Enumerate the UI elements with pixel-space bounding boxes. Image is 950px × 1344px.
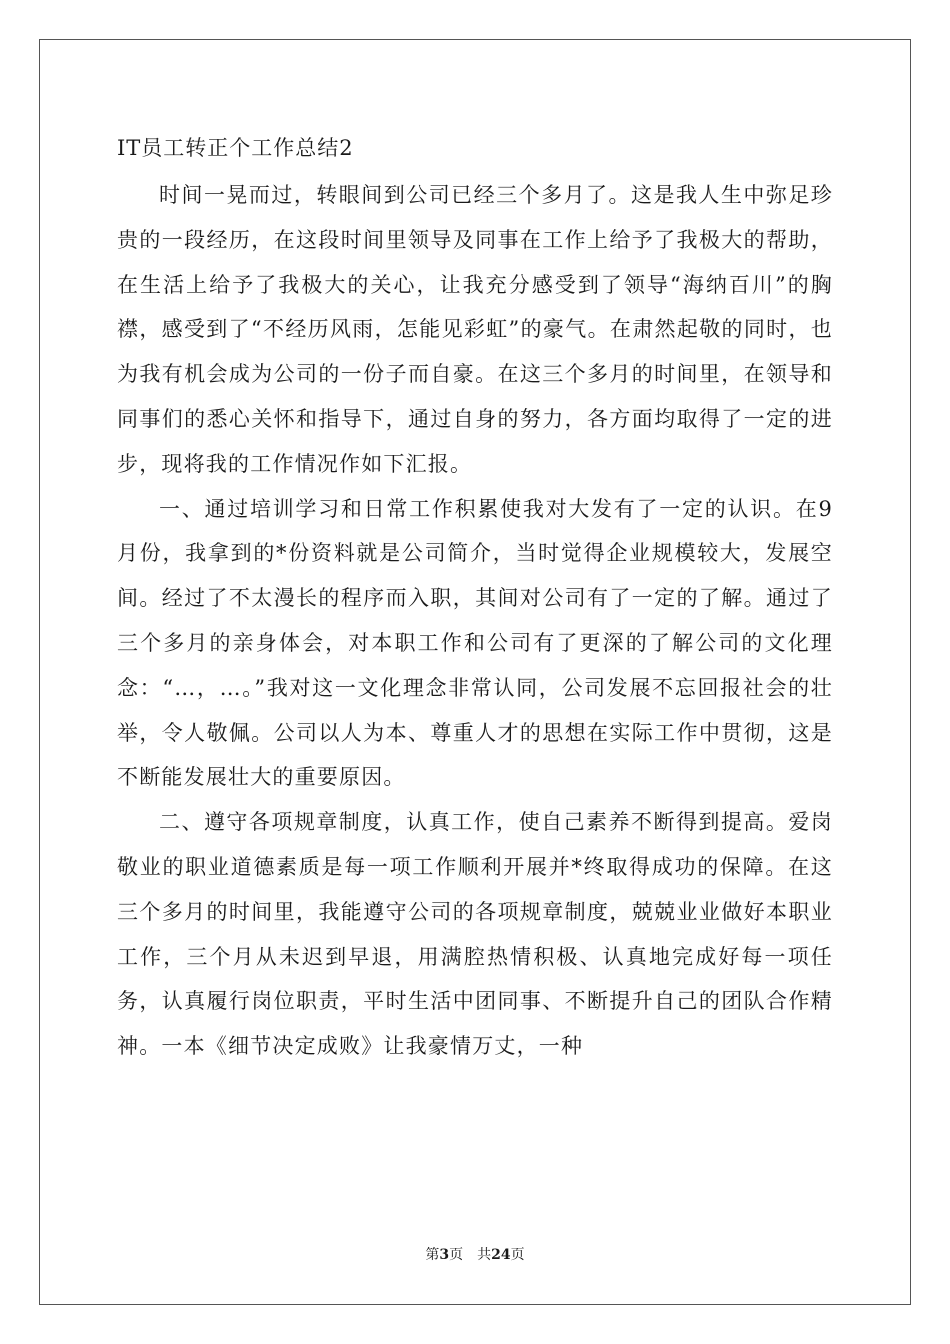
total-prefix: 共 (477, 1247, 492, 1263)
total-suffix: 页 (510, 1247, 525, 1263)
paragraph-2: 一、通过培训学习和日常工作积累使我对大发有了一定的认识。在9月份，我拿到的*份资料就是公司简介，当时觉得企业规模较大，发展空间。经过了不太漫长的程序而入职，其间对公司有了一定的了解。通过了三个多月的亲身体会，对本职工作和公司有了更深的了解公司的文化理念：“…，…。”我对这一文化理念非常认同，公司发展不忘回报社会的壮举，令人敬佩。公司以人为本、尊重人才的思想在实际工作中贯彻，这是不断能发展壮大的重要原因。 (117, 496, 833, 790)
paragraph-3: 二、遵守各项规章制度，认真工作，使自己素养不断得到提高。爱岗敬业的职业道德素质是每一项工作顺利开展并*终取得成功的保障。在这三个多月的时间里，我能遵守公司的各项规章制度，兢兢业业做好本职业工作，三个月从未迟到早退，用满腔热情积极、认真地完成好每一项任务，认真履行岗位职责，平时生活中团同事、不断提升自己的团队合作精神。一本《细节决定成败》让我豪情万丈，一种 (117, 810, 833, 1059)
document-body (117, 128, 833, 1069)
page-prefix: 第 (425, 1247, 440, 1263)
paragraph-1: 时间一晃而过，转眼间到公司已经三个多月了。这是我人生中弥足珍贵的一段经历，在这段时间里领导及同事在工作上给予了我极大的帮助，在生活上给予了我极大的关心，让我充分感受到了领导“海纳百川”的胸襟，感受到了“不经历风雨，怎能见彩虹”的豪气。在肃然起敬的同时，也为我有机会成为公司的一份子而自豪。在这三个多月的时间里，在领导和同事们的悉心关怀和指导下，通过自身的努力，各方面均取得了一定的进步，现将我的工作情况作如下汇报。 (117, 183, 833, 476)
current-page-number: 3 (439, 1247, 450, 1263)
page-footer (0, 1244, 950, 1264)
total-page-number: 24 (491, 1247, 511, 1263)
document-title: IT员工转正个工作总结2 (117, 136, 354, 160)
page-suffix: 页 (449, 1247, 464, 1263)
